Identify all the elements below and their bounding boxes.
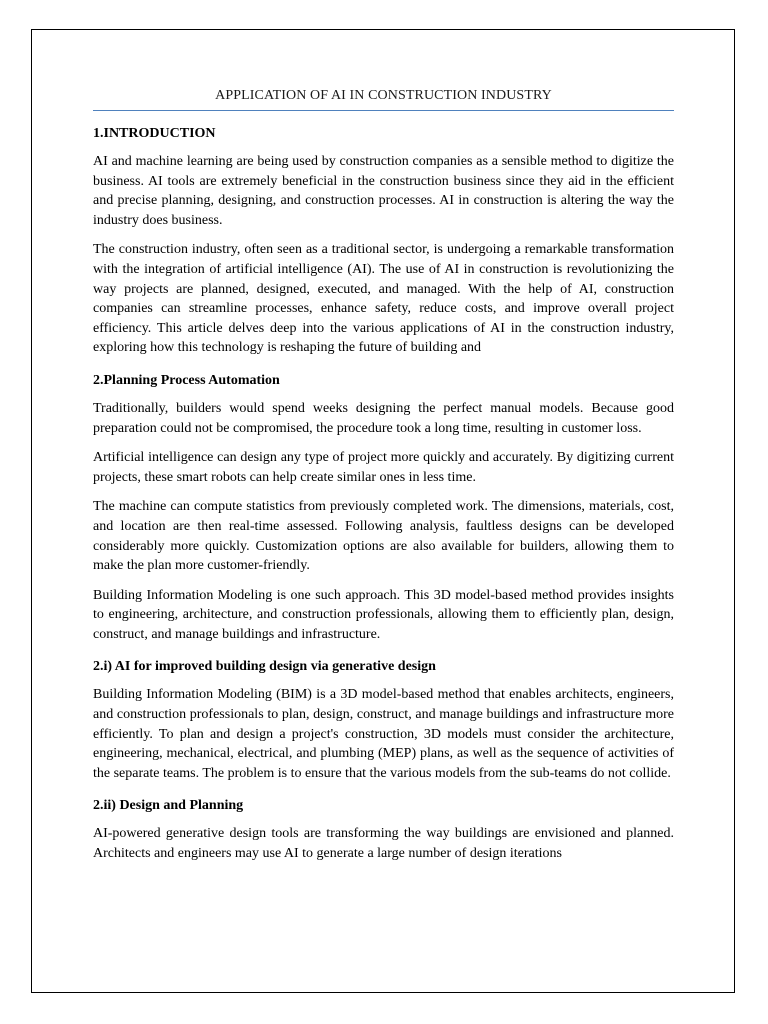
paragraph: Artificial intelligence can design any type of project more quickly and accurately. By digitizing current projects, these smart robots can help create similar ones in less time. bbox=[93, 450, 674, 485]
section-heading-generative-design: 2.i) AI for improved building design via generative design bbox=[93, 659, 436, 675]
document-body bbox=[93, 86, 674, 864]
paragraph: AI-powered generative design tools are transforming the way buildings are envisioned and planned. Architects and engineers may use AI to generate a large number of design iterations bbox=[93, 826, 674, 862]
section-heading-introduction: 1.INTRODUCTION bbox=[93, 126, 216, 141]
paragraph: The machine can compute statistics from previously completed work. The dimensions, materials, cost, and location are then real-time assessed. Following analysis, faultless designs can be developed considerably more quickly. Customization options are also available for builders, allowing them to make the plan more customer-friendly. bbox=[93, 499, 674, 574]
paragraph: Building Information Modeling (BIM) is a 3D model-based method that enables architects, engineers, and construction professionals to plan, design, construct, and manage buildings and infrastructure more efficiently. To plan and design a project's construction, 3D models must consider the architecture, engineering, mechanical, electrical, and plumbing (MEP) plans, as well as the sequence of activities of the separate teams. The problem is to ensure that the various models from the sub-teams do not collide. bbox=[93, 687, 674, 781]
paragraph: Traditionally, builders would spend weeks designing the perfect manual models. Because good preparation could not be compromised, the procedure took a long time, resulting in customer loss. bbox=[93, 400, 674, 436]
paragraph: Building Information Modeling is one such approach. This 3D model-based method provides insights to engineering, architecture, and construction professionals, allowing them to efficiently plan, design, construct, and manage buildings and infrastructure. bbox=[93, 587, 674, 642]
document-title: APPLICATION OF AI IN CONSTRUCTION INDUSTRY bbox=[93, 86, 674, 111]
paragraph: The construction industry, often seen as a traditional sector, is undergoing a remarkable transformation with the integration of artificial intelligence (AI). The use of AI in construction is revolutionizing the way projects are planned, designed, executed, and managed. With the help of AI, construction companies can streamline processes, enhance safety, reduce costs, and improve overall project efficiency. This article delves deep into the various applications of AI in the construction industry, exploring how this technology is reshaping the future of building and bbox=[93, 242, 674, 356]
section-heading-planning-process-automation: 2.Planning Process Automation bbox=[93, 372, 280, 388]
paragraph: AI and machine learning are being used by construction companies as a sensible method to digitize the business. AI tools are extremely beneficial in the construction business since they aid in the efficient and precise planning, designing, and construction processes. AI in construction is altering the way the industry does business. bbox=[93, 154, 674, 228]
section-heading-design-and-planning: 2.ii) Design and Planning bbox=[93, 798, 244, 814]
